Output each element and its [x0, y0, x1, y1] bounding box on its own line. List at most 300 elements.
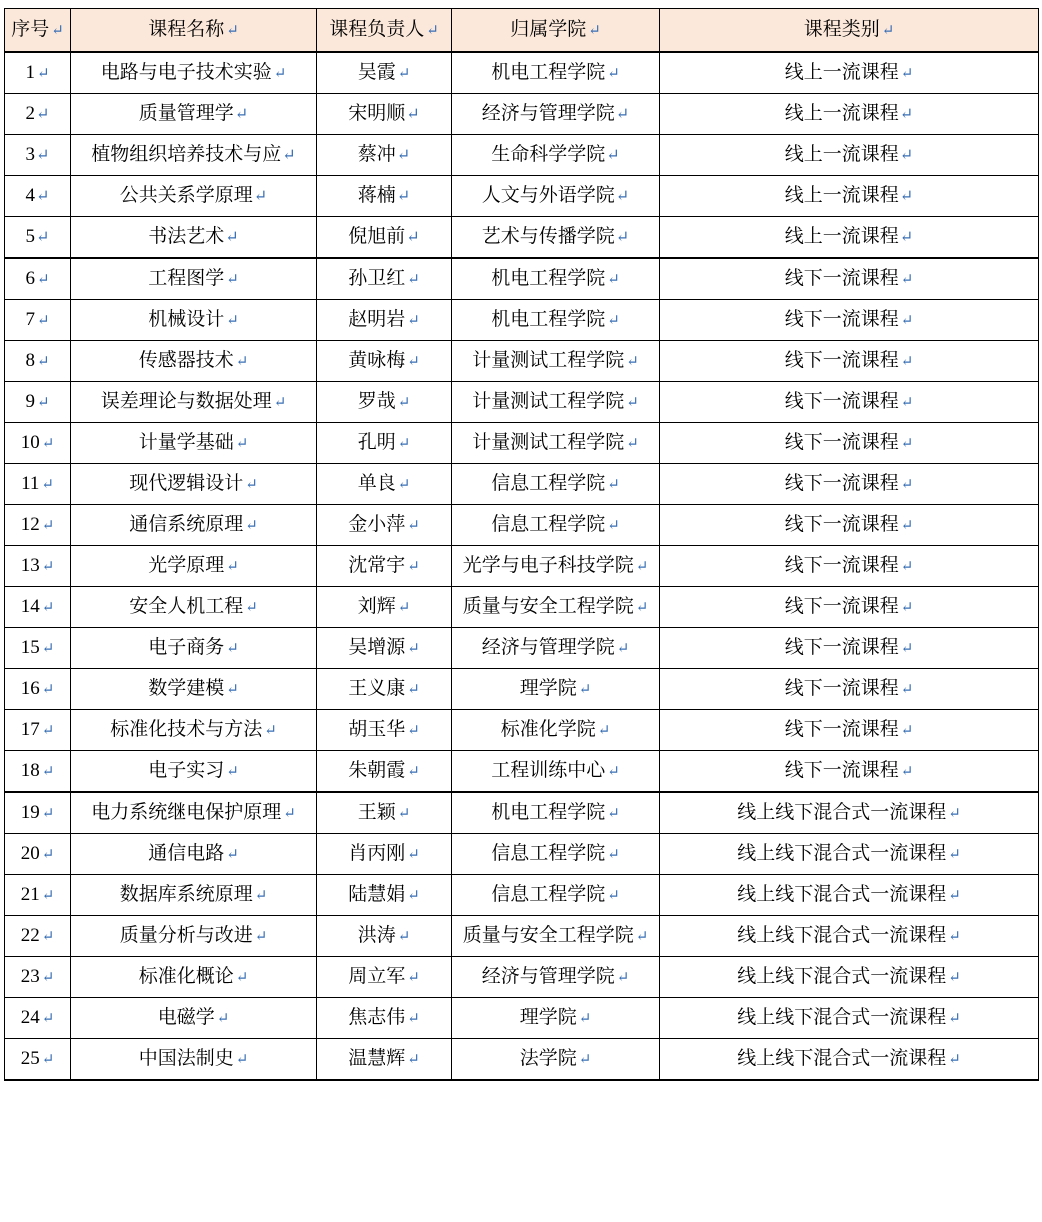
- cell-course-name: [71, 834, 317, 875]
- cell-index: [5, 341, 71, 382]
- pilcrow-mark: ↵: [226, 846, 239, 863]
- pilcrow-mark: ↵: [626, 435, 639, 452]
- cell-course-name: [71, 176, 317, 217]
- cell-index-text: 12: [20, 513, 40, 535]
- table-row: [5, 1039, 1039, 1081]
- cell-index: [5, 669, 71, 710]
- cell-index: [5, 916, 71, 957]
- pilcrow-mark: ↵: [578, 1010, 592, 1027]
- cell-course-name-text: 传感器技术: [138, 349, 234, 371]
- cell-course-name: [71, 792, 317, 834]
- pilcrow-mark: ↵: [41, 1010, 55, 1027]
- cell-course-name: [71, 382, 317, 423]
- pilcrow-mark: ↵: [900, 517, 914, 534]
- column-header-course-name-label: 课程名称: [148, 18, 225, 40]
- cell-leader: [317, 587, 452, 628]
- enter-mark: ↵: [396, 187, 411, 205]
- cell-course-name-text: 质量分析与改进: [119, 924, 253, 946]
- table-row: [5, 464, 1039, 505]
- pilcrow-mark: ↵: [407, 312, 420, 329]
- table-row: [5, 875, 1039, 916]
- cell-leader-text: 金小萍: [348, 513, 406, 535]
- table-row: [5, 341, 1039, 382]
- cell-course-name-text: 书法艺术: [148, 225, 225, 247]
- cell-course-name-text: 机械设计: [148, 308, 225, 330]
- pilcrow-mark: ↵: [397, 394, 411, 411]
- cell-leader: [317, 669, 452, 710]
- column-header-index-label: 序号: [11, 18, 50, 40]
- cell-college: [452, 710, 660, 751]
- cell-college-text: 信息工程学院: [491, 513, 606, 535]
- cell-college-text: 经济与管理学院: [481, 102, 615, 124]
- pilcrow-mark: ↵: [36, 271, 50, 288]
- cell-index-text: 21: [20, 883, 40, 905]
- cell-leader-text: 倪旭前: [348, 225, 406, 247]
- cell-college: [452, 94, 660, 135]
- cell-leader: [317, 957, 452, 998]
- cell-college: [452, 546, 660, 587]
- cell-leader: [317, 217, 452, 259]
- table-header-row: [5, 9, 1039, 53]
- cell-category-text: 线下一流课程: [784, 472, 899, 494]
- cell-leader: [317, 628, 452, 669]
- table-row: [5, 176, 1039, 217]
- pilcrow-mark: ↵: [397, 805, 411, 822]
- cell-leader-text: 吴增源: [348, 636, 406, 658]
- cell-index-text: 22: [20, 924, 40, 946]
- cell-index: [5, 792, 71, 834]
- cell-college-text: 质量与安全工程学院: [462, 595, 634, 617]
- cell-leader-text: 王义康: [348, 677, 406, 699]
- pilcrow-mark: ↵: [607, 805, 620, 822]
- cell-index-text: 25: [20, 1047, 40, 1069]
- cell-course-name: [71, 587, 317, 628]
- cell-leader: [317, 423, 452, 464]
- cell-category-text: 线上线下混合式一流课程: [737, 842, 947, 864]
- cell-leader: [317, 300, 452, 341]
- cell-college-text: 信息工程学院: [491, 883, 606, 905]
- cell-college: [452, 176, 660, 217]
- table-row: [5, 834, 1039, 875]
- cell-category-text: 线下一流课程: [784, 718, 899, 740]
- pilcrow-mark: ↵: [407, 1051, 420, 1068]
- enter-mark: ↵: [253, 187, 268, 205]
- cell-category-text: 线上一流课程: [784, 102, 899, 124]
- pilcrow-mark: ↵: [41, 435, 55, 452]
- pilcrow-mark: ↵: [900, 65, 914, 82]
- cell-college-text: 经济与管理学院: [481, 636, 615, 658]
- cell-index-text: 10: [20, 431, 40, 453]
- pilcrow-mark: ↵: [397, 476, 411, 493]
- pilcrow-mark: ↵: [578, 681, 592, 698]
- table-row: [5, 94, 1039, 135]
- pilcrow-mark: ↵: [900, 558, 914, 575]
- pilcrow-mark: ↵: [626, 394, 639, 411]
- pilcrow-mark: ↵: [626, 353, 639, 370]
- column-header-index: [5, 9, 71, 53]
- cell-category-text: 线上线下混合式一流课程: [737, 1047, 947, 1069]
- pilcrow-mark: ↵: [226, 271, 239, 288]
- pilcrow-mark: ↵: [881, 22, 895, 39]
- pilcrow-mark: ↵: [635, 599, 649, 616]
- cell-leader-text: 焦志伟: [348, 1006, 406, 1028]
- cell-category-text: 线上一流课程: [784, 143, 899, 165]
- cell-category-text: 线下一流课程: [784, 349, 899, 371]
- cell-leader: [317, 792, 452, 834]
- cell-category: [660, 751, 1039, 793]
- cell-college: [452, 998, 660, 1039]
- cell-college-text: 理学院: [519, 677, 577, 699]
- cell-index: [5, 751, 71, 793]
- cell-course-name: [71, 546, 317, 587]
- cell-category: [660, 217, 1039, 259]
- cell-leader-text: 蔡冲: [357, 143, 396, 165]
- pilcrow-mark: ↵: [407, 846, 420, 863]
- pilcrow-mark: ↵: [226, 640, 239, 657]
- cell-college-text: 法学院: [519, 1047, 577, 1069]
- pilcrow-mark: ↵: [635, 928, 649, 945]
- cell-category-text: 线上线下混合式一流课程: [737, 965, 947, 987]
- cell-category: [660, 669, 1039, 710]
- cell-category: [660, 957, 1039, 998]
- cell-college-text: 工程训练中心: [491, 759, 606, 781]
- cell-course-name-text: 电子商务: [148, 636, 225, 658]
- pilcrow-mark: ↵: [245, 599, 258, 616]
- cell-category: [660, 628, 1039, 669]
- table-row: [5, 382, 1039, 423]
- pilcrow-mark: ↵: [235, 353, 249, 370]
- table-row: [5, 916, 1039, 957]
- cell-index: [5, 875, 71, 916]
- cell-index-text: 4: [25, 184, 36, 206]
- pilcrow-mark: ↵: [226, 558, 239, 575]
- cell-category-text: 线上一流课程: [784, 225, 899, 247]
- cell-index-text: 14: [20, 595, 40, 617]
- table-row: [5, 135, 1039, 176]
- cell-leader-text: 温慧辉: [348, 1047, 406, 1069]
- pilcrow-mark: ↵: [900, 271, 914, 288]
- cell-leader: [317, 258, 452, 300]
- column-header-college: [452, 9, 660, 53]
- enter-mark: ↵: [406, 228, 420, 246]
- table-row: [5, 957, 1039, 998]
- pilcrow-mark: ↵: [407, 558, 420, 575]
- pilcrow-mark: ↵: [900, 394, 914, 411]
- cell-course-name: [71, 52, 317, 94]
- enter-mark: ↵: [396, 146, 411, 164]
- cell-course-name: [71, 94, 317, 135]
- cell-category: [660, 423, 1039, 464]
- pilcrow-mark: ↵: [41, 558, 55, 575]
- cell-leader: [317, 464, 452, 505]
- pilcrow-mark: ↵: [273, 65, 287, 82]
- cell-college: [452, 300, 660, 341]
- cell-category-text: 线下一流课程: [784, 595, 899, 617]
- table-row: [5, 792, 1039, 834]
- cell-college-text: 光学与电子科技学院: [462, 554, 634, 576]
- cell-index-text: 17: [20, 718, 40, 740]
- pilcrow-mark: ↵: [41, 846, 55, 863]
- cell-college-text: 信息工程学院: [491, 472, 606, 494]
- pilcrow-mark: ↵: [616, 969, 630, 986]
- cell-college: [452, 834, 660, 875]
- cell-leader-text: 罗哉: [357, 390, 396, 412]
- pilcrow-mark: ↵: [407, 887, 420, 904]
- cell-course-name: [71, 998, 317, 1039]
- cell-course-name: [71, 669, 317, 710]
- cell-category-text: 线下一流课程: [784, 759, 899, 781]
- enter-mark: ↵: [615, 187, 630, 205]
- pilcrow-mark: ↵: [41, 1051, 55, 1068]
- cell-leader-text: 陆慧娟: [348, 883, 406, 905]
- pilcrow-mark: ↵: [41, 887, 55, 904]
- pilcrow-mark: ↵: [607, 517, 620, 534]
- cell-category-text: 线上线下混合式一流课程: [737, 924, 947, 946]
- pilcrow-mark: ↵: [900, 312, 914, 329]
- cell-category-text: 线上线下混合式一流课程: [737, 801, 947, 823]
- cell-index-text: 1: [25, 61, 35, 83]
- cell-index: [5, 834, 71, 875]
- pilcrow-mark: ↵: [226, 22, 239, 39]
- pilcrow-mark: ↵: [226, 681, 239, 698]
- cell-index-text: 6: [25, 267, 35, 289]
- cell-course-name-text: 电磁学: [157, 1006, 215, 1028]
- cell-course-name-text: 误差理论与数据处理: [100, 390, 272, 412]
- cell-course-name: [71, 710, 317, 751]
- cell-leader: [317, 916, 452, 957]
- pilcrow-mark: ↵: [235, 1051, 249, 1068]
- cell-college: [452, 792, 660, 834]
- cell-college: [452, 587, 660, 628]
- pilcrow-mark: ↵: [51, 22, 64, 39]
- cell-college-text: 艺术与传播学院: [481, 225, 615, 247]
- cell-category-text: 线下一流课程: [784, 636, 899, 658]
- enter-mark: ↵: [606, 146, 620, 164]
- pilcrow-mark: ↵: [407, 271, 420, 288]
- pilcrow-mark: ↵: [41, 722, 55, 739]
- table-row: [5, 669, 1039, 710]
- enter-mark: ↵: [615, 105, 630, 123]
- cell-leader-text: 刘辉: [357, 595, 396, 617]
- cell-category: [660, 875, 1039, 916]
- pilcrow-mark: ↵: [254, 928, 268, 945]
- cell-index-text: 23: [20, 965, 40, 987]
- cell-course-name: [71, 875, 317, 916]
- cell-index: [5, 423, 71, 464]
- cell-course-name: [71, 505, 317, 546]
- pilcrow-mark: ↵: [597, 722, 611, 739]
- cell-category: [660, 587, 1039, 628]
- cell-college: [452, 875, 660, 916]
- cell-leader: [317, 998, 452, 1039]
- cell-leader: [317, 875, 452, 916]
- pilcrow-mark: ↵: [216, 1010, 230, 1027]
- cell-course-name: [71, 423, 317, 464]
- pilcrow-mark: ↵: [273, 394, 287, 411]
- cell-college: [452, 751, 660, 793]
- cell-index: [5, 957, 71, 998]
- cell-course-name-text: 数据库系统原理: [119, 883, 253, 905]
- cell-college-text: 经济与管理学院: [481, 965, 615, 987]
- cell-college: [452, 628, 660, 669]
- pilcrow-mark: ↵: [900, 681, 914, 698]
- pilcrow-mark: ↵: [948, 969, 961, 986]
- cell-index: [5, 52, 71, 94]
- cell-category: [660, 341, 1039, 382]
- cell-college-text: 机电工程学院: [491, 61, 606, 83]
- cell-index-text: 7: [25, 308, 35, 330]
- cell-category: [660, 834, 1039, 875]
- cell-leader: [317, 710, 452, 751]
- cell-college-text: 机电工程学院: [491, 267, 606, 289]
- cell-college-text: 机电工程学院: [491, 308, 606, 330]
- cell-course-name-text: 计量学基础: [138, 431, 234, 453]
- cell-category: [660, 710, 1039, 751]
- cell-index: [5, 94, 71, 135]
- cell-category-text: 线下一流课程: [784, 308, 899, 330]
- cell-course-name: [71, 258, 317, 300]
- cell-college: [452, 669, 660, 710]
- cell-college: [452, 258, 660, 300]
- pilcrow-mark: ↵: [245, 517, 258, 534]
- cell-leader-text: 孔明: [357, 431, 396, 453]
- column-header-category: [660, 9, 1039, 53]
- table-header: [5, 9, 1039, 53]
- cell-category-text: 线下一流课程: [784, 431, 899, 453]
- column-header-leader-label: 课程负责人: [329, 18, 425, 40]
- pilcrow-mark: ↵: [41, 599, 55, 616]
- pilcrow-mark: ↵: [36, 394, 50, 411]
- cell-category: [660, 258, 1039, 300]
- pilcrow-mark: ↵: [41, 969, 55, 986]
- cell-leader-text: 朱朝霞: [348, 759, 406, 781]
- cell-index: [5, 998, 71, 1039]
- pilcrow-mark: ↵: [426, 22, 439, 39]
- cell-leader: [317, 751, 452, 793]
- pilcrow-mark: ↵: [607, 476, 620, 493]
- pilcrow-mark: ↵: [397, 435, 411, 452]
- cell-course-name-text: 植物组织培养技术与应: [91, 143, 282, 165]
- cell-index-text: 19: [20, 801, 40, 823]
- cell-index: [5, 546, 71, 587]
- pilcrow-mark: ↵: [41, 928, 55, 945]
- cell-category: [660, 792, 1039, 834]
- pilcrow-mark: ↵: [616, 640, 630, 657]
- cell-index-text: 3: [25, 143, 36, 165]
- cell-category: [660, 135, 1039, 176]
- cell-leader-text: 肖丙刚: [348, 842, 406, 864]
- cell-college-text: 人文与外语学院: [481, 184, 615, 206]
- cell-leader-text: 黄咏梅: [348, 349, 406, 371]
- cell-college: [452, 1039, 660, 1081]
- cell-index-text: 18: [20, 759, 40, 781]
- cell-college: [452, 135, 660, 176]
- cell-course-name: [71, 916, 317, 957]
- cell-course-name-text: 电力系统继电保护原理: [91, 801, 282, 823]
- cell-course-name-text: 电路与电子技术实验: [100, 61, 272, 83]
- column-header-category-label: 课程类别: [803, 18, 880, 40]
- cell-leader-text: 洪涛: [357, 924, 396, 946]
- cell-college: [452, 52, 660, 94]
- enter-mark: ↵: [406, 105, 420, 123]
- pilcrow-mark: ↵: [407, 1010, 420, 1027]
- table-row: [5, 300, 1039, 341]
- cell-leader-text: 沈常宇: [348, 554, 406, 576]
- cell-index: [5, 587, 71, 628]
- pilcrow-mark: ↵: [948, 1010, 961, 1027]
- pilcrow-mark: ↵: [900, 599, 914, 616]
- pilcrow-mark: ↵: [900, 353, 914, 370]
- cell-leader: [317, 135, 452, 176]
- pilcrow-mark: ↵: [948, 887, 961, 904]
- cell-leader: [317, 1039, 452, 1081]
- cell-index-text: 11: [21, 472, 40, 494]
- cell-course-name-text: 中国法制史: [138, 1047, 234, 1069]
- pilcrow-mark: ↵: [578, 1051, 592, 1068]
- table-row: [5, 505, 1039, 546]
- cell-index-text: 2: [25, 102, 36, 124]
- cell-category: [660, 382, 1039, 423]
- pilcrow-mark: ↵: [900, 722, 914, 739]
- cell-course-name: [71, 300, 317, 341]
- cell-leader-text: 周立军: [348, 965, 406, 987]
- cell-course-name-text: 电子实习: [148, 759, 225, 781]
- pilcrow-mark: ↵: [245, 476, 258, 493]
- cell-course-name-text: 工程图学: [148, 267, 225, 289]
- cell-category-text: 线上一流课程: [784, 61, 899, 83]
- cell-course-name-text: 质量管理学: [138, 102, 234, 124]
- cell-college-text: 标准化学院: [500, 718, 596, 740]
- cell-college: [452, 957, 660, 998]
- cell-index-text: 15: [20, 636, 40, 658]
- pilcrow-mark: ↵: [397, 599, 411, 616]
- enter-mark: ↵: [899, 187, 914, 205]
- cell-course-name: [71, 1039, 317, 1081]
- cell-course-name: [71, 628, 317, 669]
- pilcrow-mark: ↵: [407, 517, 420, 534]
- cell-leader-text: 孙卫红: [348, 267, 406, 289]
- cell-index-text: 9: [25, 390, 35, 412]
- pilcrow-mark: ↵: [900, 763, 914, 780]
- cell-course-name-text: 数学建模: [148, 677, 225, 699]
- cell-course-name: [71, 217, 317, 259]
- cell-index: [5, 382, 71, 423]
- cell-college: [452, 505, 660, 546]
- pilcrow-mark: ↵: [226, 312, 239, 329]
- cell-category: [660, 1039, 1039, 1081]
- cell-category-text: 线上线下混合式一流课程: [737, 1006, 947, 1028]
- pilcrow-mark: ↵: [41, 476, 54, 493]
- cell-course-name: [71, 341, 317, 382]
- cell-index-text: 8: [25, 349, 35, 371]
- pilcrow-mark: ↵: [607, 846, 620, 863]
- cell-category: [660, 998, 1039, 1039]
- pilcrow-mark: ↵: [41, 517, 55, 534]
- pilcrow-mark: ↵: [607, 65, 620, 82]
- enter-mark: ↵: [234, 105, 249, 123]
- pilcrow-mark: ↵: [900, 640, 914, 657]
- pilcrow-mark: ↵: [900, 476, 914, 493]
- cell-college-text: 计量测试工程学院: [472, 431, 625, 453]
- cell-category: [660, 464, 1039, 505]
- pilcrow-mark: ↵: [41, 805, 55, 822]
- cell-college: [452, 916, 660, 957]
- pilcrow-mark: ↵: [948, 1051, 961, 1068]
- column-header-leader: [317, 9, 452, 53]
- pilcrow-mark: ↵: [397, 928, 411, 945]
- pilcrow-mark: ↵: [607, 271, 620, 288]
- column-header-college-label: 归属学院: [510, 18, 587, 40]
